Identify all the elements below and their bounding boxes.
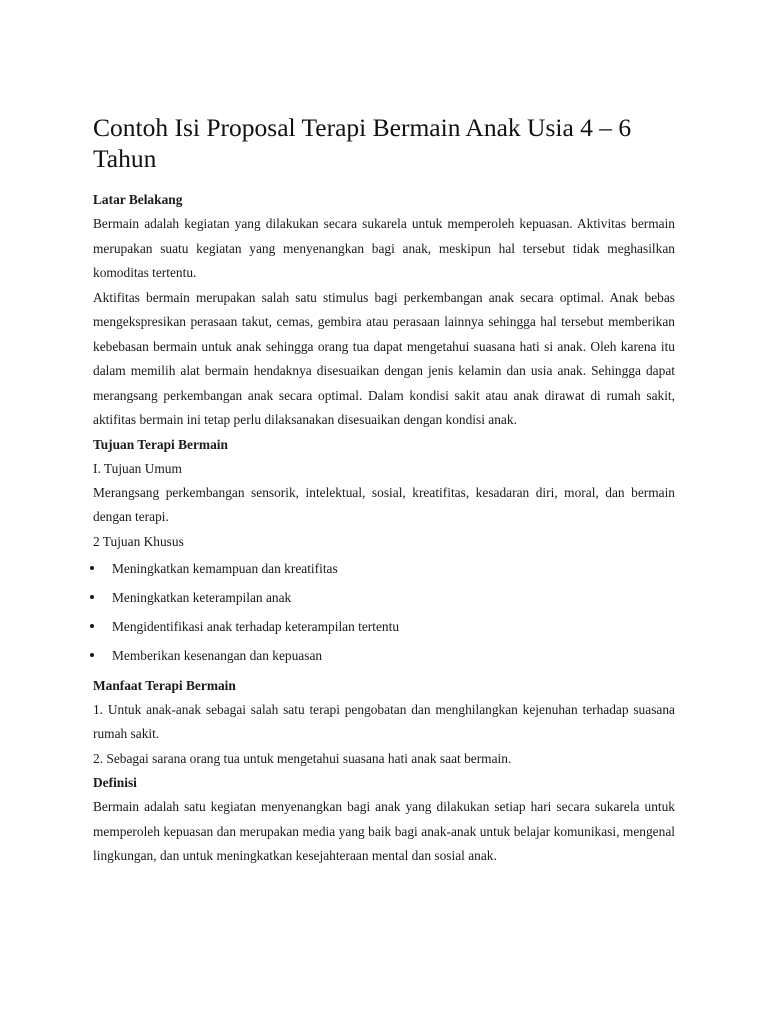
- paragraph: Aktifitas bermain merupakan salah satu stimulus bagi perkembangan anak secara optimal. Anak bebas mengekspresikan perasaan takut, cemas, gembira atau perasaan lainnya sehingga hal tersebut memberikan kebebasan bermain untuk anak sehingga orang tua dapat mengetahui suasana hati si anak. Oleh karena itu dalam memilih alat bermain hendaknya disesuaikan dengan jenis kelamin dan usia anak. Sehingga dapat merangsang perkembangan anak secara optimal. Dalam kondisi sakit atau anak dirawat di rumah sakit, aktifitas bermain ini tetap perlu dilaksanakan disesuaikan dengan kondisi anak.: [93, 289, 675, 427]
- list-item: [93, 583, 675, 612]
- section-definisi: [93, 771, 675, 869]
- section-tujuan: [93, 433, 675, 670]
- heading-latar-belakang: Latar Belakang: [93, 192, 183, 207]
- document-page: [93, 112, 675, 869]
- definisi-text: Bermain adalah satu kegiatan menyenangkan bagi anak yang dilakukan setiap hari secara sukarela untuk memperoleh kepuasan dan merupakan media yang baik bagi anak-anak untuk belajar komunikasi, mengenal lingkungan, dan untuk meningkatkan kesejahteraan mental dan sosial anak.: [93, 799, 675, 863]
- tujuan-khusus-label: 2 Tujuan Khusus: [93, 533, 184, 549]
- list-item-text: Meningkatkan kemampuan dan kreatifitas: [112, 560, 338, 576]
- document-title: Contoh Isi Proposal Terapi Bermain Anak Usia 4 – 6 Tahun: [93, 113, 632, 173]
- section-latar-belakang: [93, 188, 675, 433]
- bullet-icon: [90, 624, 94, 628]
- section-manfaat: [93, 674, 675, 772]
- list-item-text: Mengidentifikasi anak terhadap keterampilan tertentu: [112, 618, 400, 634]
- heading-definisi: Definisi: [93, 775, 137, 790]
- manfaat-item: 1. Untuk anak-anak sebagai salah satu terapi pengobatan dan menghilangkan kejenuhan terhadap suasana rumah sakit.: [93, 701, 675, 741]
- tujuan-umum-label: I. Tujuan Umum: [93, 460, 182, 476]
- manfaat-item: 2. Sebagai sarana orang tua untuk mengetahui suasana hati anak saat bermain.: [93, 750, 512, 766]
- tujuan-umum-text: Merangsang perkembangan sensorik, intelektual, sosial, kreatifitas, kesadaran diri, moral, dan bermain dengan terapi.: [93, 484, 675, 524]
- list-item: [93, 641, 675, 670]
- heading-manfaat: Manfaat Terapi Bermain: [93, 677, 236, 693]
- list-item-text: Meningkatkan keterampilan anak: [112, 589, 292, 605]
- heading-tujuan: Tujuan Terapi Bermain: [93, 436, 228, 452]
- bullet-icon: [90, 595, 94, 599]
- paragraph: Bermain adalah kegiatan yang dilakukan secara sukarela untuk memperoleh kepuasan. Aktivitas bermain merupakan suatu kegiatan yang menyenangkan bagi anak, meskipun hal tersebut tidak meghasilkan komoditas tertentu.: [93, 216, 675, 280]
- bullet-icon: [90, 653, 94, 657]
- list-item: [93, 554, 675, 583]
- bullet-icon: [90, 566, 94, 570]
- list-item-text: Memberikan kesenangan dan kepuasan: [112, 647, 323, 663]
- tujuan-khusus-list: [93, 554, 675, 670]
- list-item: [93, 612, 675, 641]
